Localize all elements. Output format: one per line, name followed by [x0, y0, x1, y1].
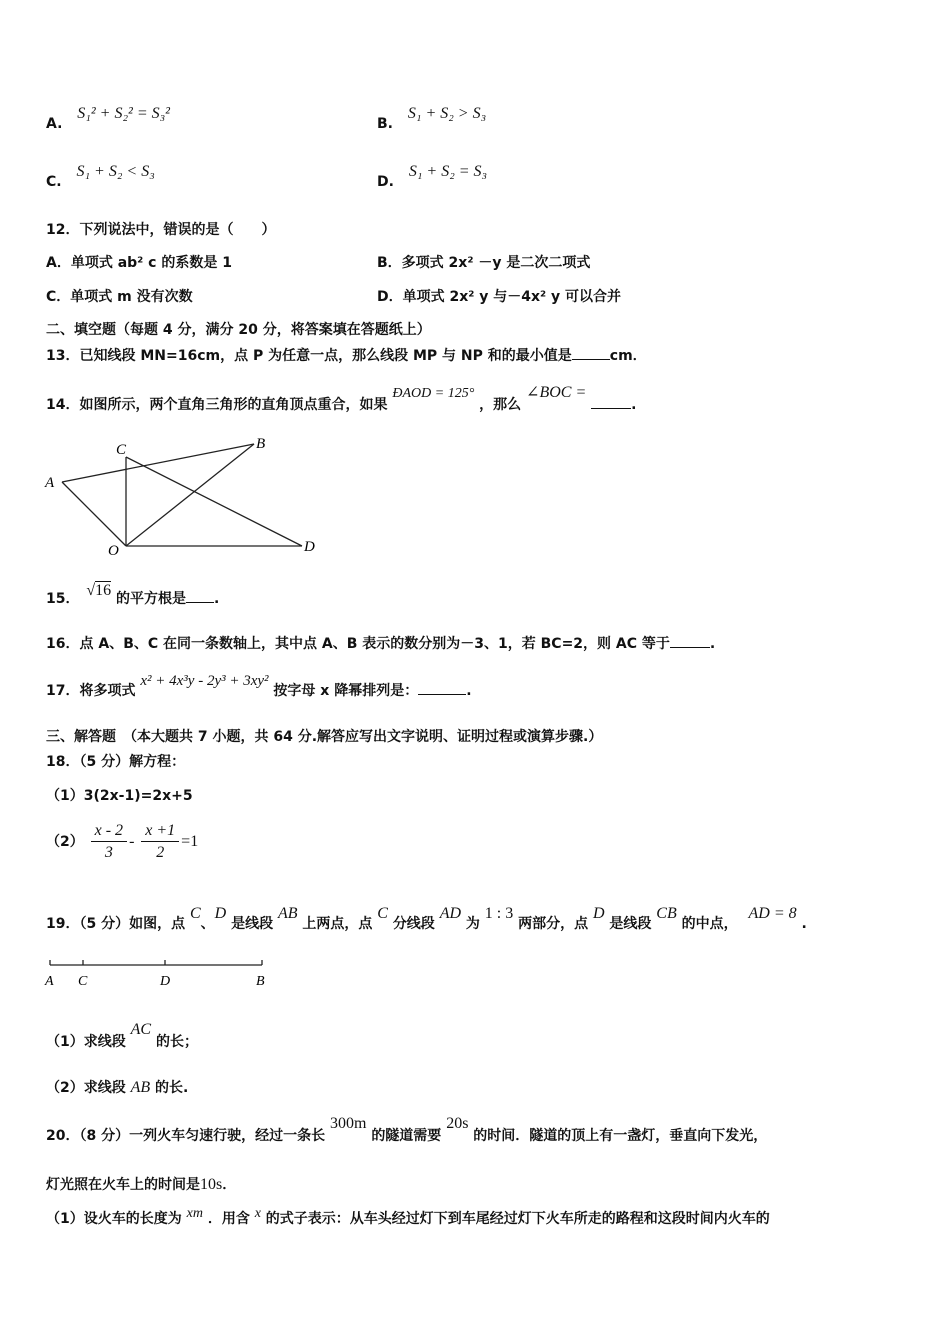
label-o: O — [108, 543, 119, 559]
q12-stem: 12．下列说法中，错误的是（ ） — [46, 222, 276, 238]
q14-angle-boc: ∠BOC = — [526, 384, 587, 401]
q11-option-d: D. S₁ + S₂ = S₃ — [377, 163, 488, 190]
q18-part1: （1）3(2x-1)=2x+5 — [46, 788, 193, 804]
q12-option-a: A．单项式 ab² c 的系数是 1 — [46, 255, 232, 271]
section-fill-in-heading: 二、填空题（每题 4 分，满分 20 分，将答案填在答题纸上） — [46, 322, 431, 338]
label-d: D — [304, 539, 315, 555]
point-c-label: C — [78, 974, 88, 989]
q17-answer-blank[interactable] — [418, 680, 466, 695]
q14: 14．如图所示，两个直角三角形的直角顶点重合，如果 ÐAOD = 125° ，那么 ∠BOC = . — [46, 384, 637, 413]
label-a: A — [45, 475, 55, 491]
q18-part2: （2） $\frac{x - 2}{3}$ - $\frac{x +1}{2}$ =1 — [46, 818, 198, 866]
q19-part1: （1）求线段 AC 的长； — [46, 1021, 198, 1050]
q11-option-c: C. S₁ + S₂ < S₃ — [46, 163, 155, 190]
q11-a-expression: S₁² + S₂² = S₃² — [77, 105, 170, 122]
segment-ao — [62, 482, 126, 546]
q15: 15． √16 的平方根是 . — [46, 582, 220, 607]
section-solve-heading: 三、解答题 （本大题共 7 小题，共 64 分.解答应写出文字说明、证明过程或演算步骤.） — [46, 729, 603, 745]
q12-option-b: B．多项式 2x² －y 是二次二项式 — [377, 255, 591, 271]
q11-d-expression: S₁ + S₂ = S₃ — [408, 163, 488, 180]
q12-option-d: D．单项式 2x² y 与－4x² y 可以合并 — [377, 289, 622, 305]
point-a-label: A — [45, 974, 54, 989]
q20-line1: 20．（8 分）一列火车匀速行驶，经过一条长 300m 的隧道需要 20s 的时间．隧道的顶上有一盏灯，垂直向下发光， — [46, 1115, 768, 1144]
segment-ab — [62, 444, 254, 482]
label-b: B — [256, 436, 266, 452]
q13: 13．已知线段 MN=16cm，点 P 为任意一点，那么线段 MP 与 NP 和的最小值是 cm． — [46, 345, 647, 366]
q13-answer-blank[interactable] — [572, 345, 610, 360]
q16-answer-blank[interactable] — [670, 633, 710, 648]
q11-c-expression: S₁ + S₂ < S₃ — [76, 163, 155, 180]
q11-option-a: A. S₁² + S₂² = S₃² — [46, 105, 170, 132]
q17-polynomial: x² + 4x³y - 2y³ + 3xy² — [140, 673, 269, 689]
point-d-label: D — [160, 974, 171, 989]
q16: 16．点 A、B、C 在同一条数轴上，其中点 A、B 表示的数分别为－3、1，若 BC=2，则 AC 等于 . — [46, 633, 715, 654]
q14-answer-blank[interactable] — [591, 394, 631, 409]
q18-stem: 18．（5 分）解方程： — [46, 754, 186, 770]
segment-figure — [40, 955, 280, 995]
q11-b-expression: S₁ + S₂ > S₃ — [407, 105, 487, 122]
segment-ob — [126, 444, 254, 546]
q19-stem: 19．（5 分）如图，点 C、D 是线段 AB 上两点，点 C 分线段 AD 为 1 : 3 两部分，点 D 是线段 CB 的中点， AD = 8 . — [46, 905, 807, 932]
q20-part1: （1）设火车的长度为 xm ．用含 x 的式子表示：从车头经过灯下到车尾经过灯下火车所走的路程和这段时间内火车的 — [46, 1206, 770, 1227]
q12-option-c: C．单项式 m 没有次数 — [46, 289, 193, 305]
q15-answer-blank[interactable] — [186, 588, 214, 603]
right-triangles-figure — [40, 430, 330, 560]
q11-option-b: B. S₁ + S₂ > S₃ — [377, 105, 487, 132]
q19-part2: （2）求线段 AB 的长. — [46, 1079, 189, 1096]
fraction-1: $\frac{x - 2}{3}$ — [91, 821, 127, 864]
label-c: C — [116, 442, 127, 458]
sqrt-16: √16 — [86, 582, 112, 599]
segment-cd — [126, 457, 302, 546]
point-b-label: B — [256, 974, 265, 989]
q17: 17．将多项式 x² + 4x³y - 2y³ + 3xy² 按字母 x 降幂排列是： . — [46, 673, 472, 699]
q14-angle-aod: ÐAOD = 125° — [392, 386, 475, 401]
fraction-2: $\frac{x +1}{2}$ — [141, 821, 179, 864]
q20-line2: 灯光照在火车上的时间是10s． — [46, 1176, 237, 1193]
